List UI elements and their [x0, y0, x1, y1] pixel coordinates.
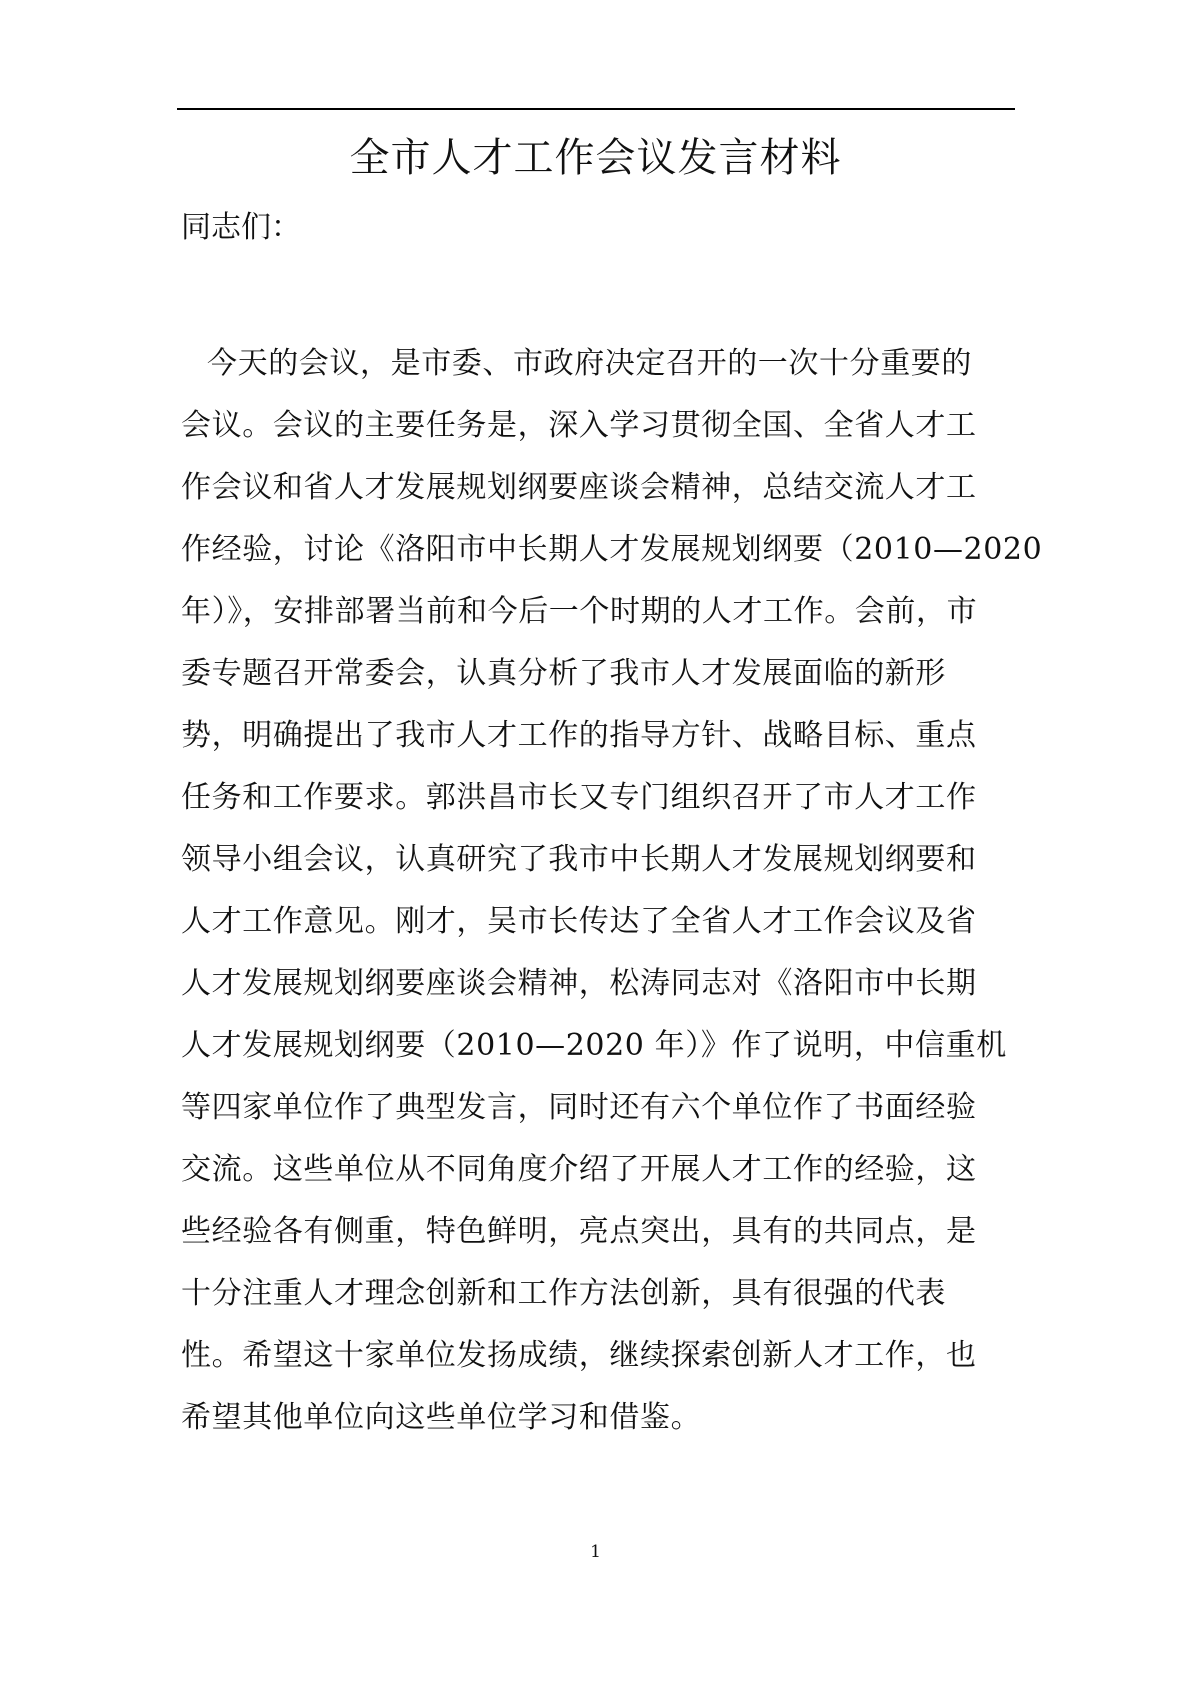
body-line: 今天的会议，是市委、市政府决定召开的一次十分重要的 — [207, 346, 972, 381]
body-line: 些经验各有侧重，特色鲜明，亮点突出，具有的共同点，是 — [181, 1214, 977, 1249]
body-line: 会议。会议的主要任务是，深入学习贯彻全国、全省人才工 — [181, 408, 977, 443]
body-line: 十分注重人才理念创新和工作方法创新，具有很强的代表 — [181, 1276, 946, 1311]
body-line: 希望其他单位向这些单位学习和借鉴。 — [181, 1400, 702, 1435]
body-line: 性。希望这十家单位发扬成绩，继续探索创新人才工作，也 — [181, 1338, 977, 1373]
header-rule — [177, 108, 1015, 110]
body-line: 势，明确提出了我市人才工作的指导方针、战略目标、重点 — [181, 718, 977, 753]
body-line: 作会议和省人才发展规划纲要座谈会精神，总结交流人才工 — [181, 470, 977, 505]
body-line: 作经验，讨论《洛阳市中长期人才发展规划纲要（2010—2020 — [181, 532, 1043, 567]
body-line: 委专题召开常委会，认真分析了我市人才发展面临的新形 — [181, 656, 946, 691]
body-line: 领导小组会议，认真研究了我市中长期人才发展规划纲要和 — [181, 842, 977, 877]
body-line: 人才发展规划纲要（2010—2020 年）》作了说明，中信重机 — [181, 1028, 1007, 1063]
document-title: 全市人才工作会议发言材料 — [349, 135, 842, 181]
salutation: 同志们： — [181, 210, 301, 245]
body-line: 年）》，安排部署当前和今后一个时期的人才工作。会前，市 — [181, 594, 978, 629]
page-number: 1 — [590, 1542, 601, 1562]
body-line: 任务和工作要求。郭洪昌市长又专门组织召开了市人才工作 — [181, 780, 977, 815]
body-line: 人才工作意见。刚才，吴市长传达了全省人才工作会议及省 — [181, 904, 977, 939]
body-line: 交流。这些单位从不同角度介绍了开展人才工作的经验，这 — [181, 1152, 977, 1187]
body-line: 等四家单位作了典型发言，同时还有六个单位作了书面经验 — [181, 1090, 977, 1125]
body-paragraph — [181, 333, 1061, 1449]
body-line: 人才发展规划纲要座谈会精神，松涛同志对《洛阳市中长期 — [181, 966, 977, 1001]
